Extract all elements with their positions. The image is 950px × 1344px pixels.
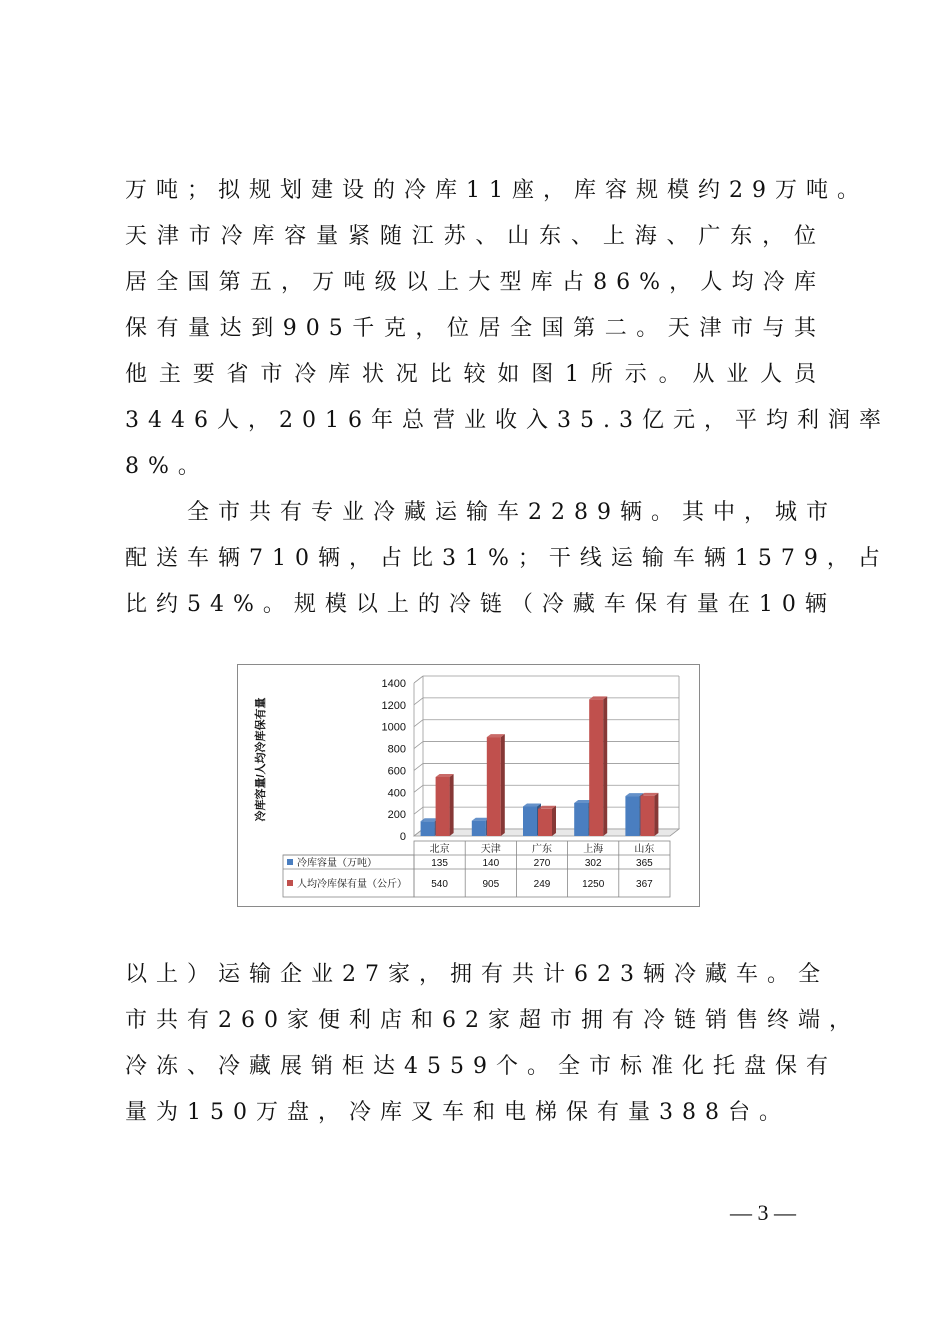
x-category-label: 天津 [480,844,501,855]
data-table-value: 1250 [582,879,605,890]
text-line: 万吨；拟规划建设的冷库11座，库容规模约29万吨。 [125,178,868,203]
bar-front [640,796,654,836]
text-line: 3446人，2016年总营业收入35.3亿元，平均利润率 [125,408,890,433]
bar-side [654,793,658,836]
paragraph-3 [125,952,860,1136]
y-tick-label: 800 [387,743,406,756]
bar-front [472,821,486,836]
data-table-value: 140 [482,858,500,869]
bar-front [487,737,501,836]
bar-front [523,806,537,836]
text-line: 配送车辆710辆，占比31%；干线运输车辆1579，占 [125,546,889,571]
text-line: 冷冻、冷藏展销柜达4559个。全市标准化托盘保有 [125,1054,837,1079]
data-table-value: 367 [636,879,653,890]
bar-side [501,734,505,836]
bar-front [538,809,552,836]
data-table-value: 249 [533,879,551,890]
text-line: 天津市冷库容量紧随江苏、山东、上海、广东，位 [125,224,825,249]
text-line: 比约54%。规模以上的冷链（冷藏车保有量在10辆 [125,592,836,617]
bar-front [589,699,603,836]
legend-label: 人均冷库保有量（公斤） [297,879,407,890]
bar-front [436,777,450,836]
bar-front [625,796,639,836]
text-line: 他主要省市冷库状况比较如图1所示。从业人员 [125,362,825,387]
gridline-side [414,785,423,792]
data-table-value: 365 [636,858,653,869]
text-line: 保有量达到905千克，位居全国第二。天津市与其 [125,316,825,341]
bar-chart [238,665,699,906]
y-tick-label: 600 [387,765,406,778]
page-number: — 3 — [730,1200,796,1225]
text-line: 居全国第五，万吨级以上大型库占86%，人均冷库 [125,270,825,295]
bar-side [450,774,454,836]
text-line: 以上）运输企业27家，拥有共计623辆冷藏车。全 [125,962,829,987]
data-table-value: 302 [584,858,602,869]
gridline-side [414,807,423,814]
y-axis-title: 冷库容量/人均冷库保有量 [255,697,267,822]
bar-side [552,806,556,836]
y-tick-label: 400 [387,787,406,800]
x-category-label: 广东 [532,844,552,855]
text-line: 市共有260家便利店和62家超市拥有冷链销售终端， [125,1008,860,1033]
paragraph-2 [125,490,889,628]
x-category-label: 上海 [583,844,604,855]
data-table-value: 540 [431,879,448,890]
y-tick-label: 0 [399,831,406,843]
x-category-label: 山东 [634,844,655,855]
text-line: 量为150万盘，冷库叉车和电梯保有量388台。 [125,1100,790,1125]
gridline-side [414,676,423,683]
paragraph-1 [125,168,890,490]
data-table-value: 905 [482,879,500,890]
bar-front [421,821,435,836]
bar-side [603,696,607,836]
data-table-value: 135 [431,858,448,869]
y-tick-label: 200 [387,809,406,822]
gridline-side [414,742,423,749]
gridline-side [414,698,423,705]
legend-swatch [287,859,293,865]
x-category-label: 北京 [429,844,450,855]
legend-label: 冷库容量（万吨） [297,858,377,869]
bar-front [574,803,588,836]
gridline-side [414,763,423,770]
text-line: 全市共有专业冷藏运输车2289辆。其中，城市 [187,500,837,525]
figure-1-chart [237,664,700,907]
text-line: 8%。 [125,454,209,479]
y-tick-label: 1400 [381,678,406,690]
y-tick-label: 1200 [381,699,406,712]
y-tick-label: 1000 [381,721,406,734]
gridline-side [414,720,423,727]
data-table-value: 270 [533,858,551,869]
legend-swatch [287,880,293,886]
